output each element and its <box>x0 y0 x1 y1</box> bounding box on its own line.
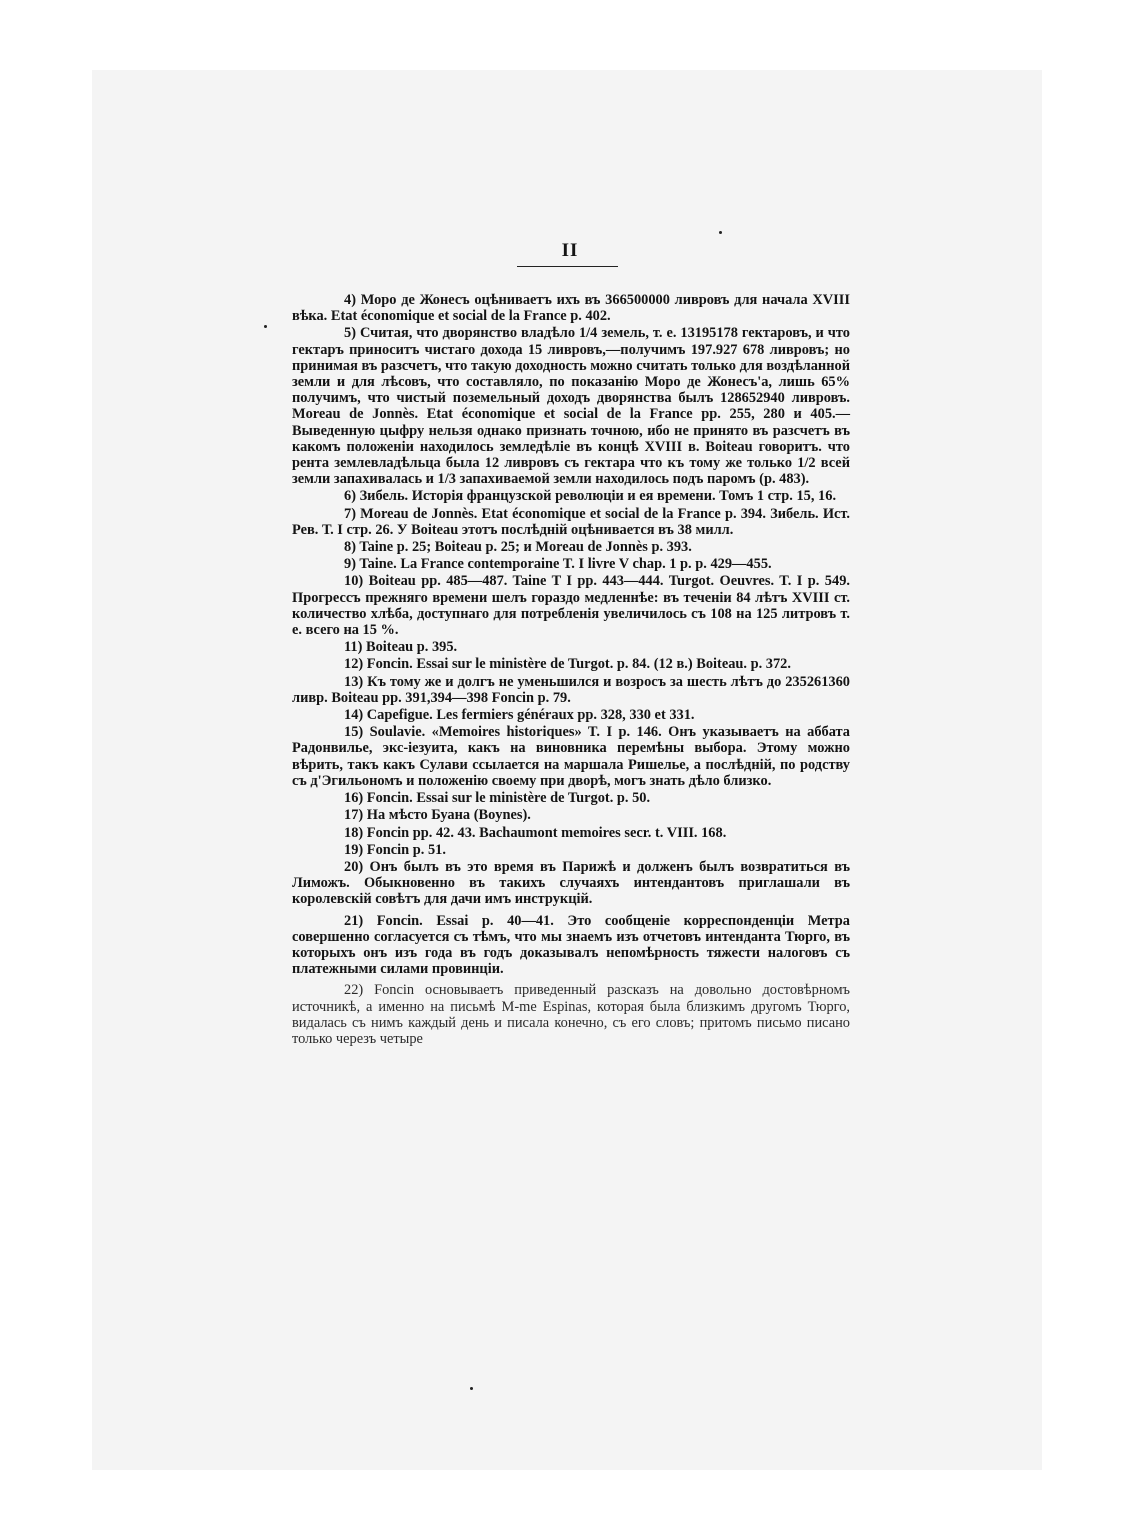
page-number: II <box>561 240 579 261</box>
footnote-7: 7) Moreau de Jonnès. Etat économique et social de la France p. 394. Зибель. Ист. Рев. Т. I стр. 26. У Boiteau этотъ послѣдній оцѣнивается въ 38 милл. <box>292 505 850 538</box>
footnote-6: 6) Зибель. Исторія французской революціи и ея времени. Томъ 1 стр. 15, 16. <box>344 488 837 505</box>
footnote-16: 16) Foncin. Essai sur le ministère de Turgot. p. 50. <box>344 790 651 807</box>
footnote-4: 4) Моро де Жонесъ оцѣниваетъ ихъ въ 366500000 ливровъ для начала XVIII вѣка. Etat économique et social de la France p. 402. <box>292 292 850 325</box>
footnote-9: 9) Taine. La France contemporaine T. I livre V chap. 1 p. p. 429—455. <box>344 556 772 573</box>
footnote-13: 13) Къ тому же и долгъ не уменьшился и возросъ за шесть лѣтъ до 235261360 ливр. Boiteau pp. 391,394—398 Foncin p. 79. <box>292 673 850 706</box>
header-rule <box>517 266 618 267</box>
scan-speck <box>470 1387 473 1390</box>
footnote-19: 19) Foncin p. 51. <box>344 841 446 858</box>
footnote-10: 10) Boiteau pp. 485—487. Taine T I pp. 443—444. Turgot. Oeuvres. T. I p. 549. Прогрессъ прежняго времени шелъ гораздо медленнѣе: въ теченіи 84 лѣтъ XVIII ст. количество хлѣба, доступнаго для потребленія увеличилось съ 108 на 125 литровъ т. е. всего на 15 %. <box>292 573 850 639</box>
footnote-5: 5) Считая, что дворянство владѣло 1/4 земель, т. е. 13195178 гектаровъ, и что гектаръ приноситъ чистаго дохода 15 ливровъ,—получимъ 197.927 678 ливровъ; но принимая въ разсчетъ, что такую доходность можно считать только для воздѣланной земли и для лѣсовъ, что составляло, по показанію Моро де Жонесъ'а, лишь 65% получимъ, что чистый поземельный доходъ дворянства былъ 128652940 ливровъ. Moreau de Jonnès. Etat économique et social de la France pp. 255, 280 и 405.— Выведенную цыфру нельзя однако признать точною, ибо не принято въ разсчетъ въ какомъ положеніи находилось земледѣліе въ концѣ XVIII в. Boiteau говоритъ. что рента землевладѣльца была 12 ливровъ съ гектара что къ тому же только 1/2 всей земли запахивалась и 1/3 запахиваемой земли находилось подъ паромъ (p. 483). <box>292 325 850 488</box>
scan-speck <box>719 231 722 234</box>
footnotes <box>292 292 850 1047</box>
scan-speck <box>264 325 267 328</box>
footnote-8: 8) Taine p. 25; Boiteau p. 25; и Moreau de Jonnès p. 393. <box>344 539 692 556</box>
footnote-22: 22) Foncin основываетъ приведенный разсказъ на довольно достовѣрномъ источникѣ, а именно на письмѣ M-me Espinas, которая была близкимъ другомъ Тюрго, видалась съ нимъ каждый день и писала конечно, съ его словъ; притомъ письмо писано только черезъ четыре <box>292 982 850 1047</box>
footnote-12: 12) Foncin. Essai sur le ministère de Turgot. p. 84. (12 в.) Boiteau. p. 372. <box>344 656 791 673</box>
footnote-11: 11) Boiteau p. 395. <box>344 639 458 656</box>
footnote-18: 18) Foncin pp. 42. 43. Bachaumont memoires secr. t. VIII. 168. <box>344 824 727 841</box>
footnote-20: 20) Онъ былъ въ это время въ Парижѣ и долженъ былъ возвратиться въ Лиможъ. Обыкновенно въ такихъ случаяхъ интендантовъ приглашали въ королевскій совѣтъ для дачи имъ инструкцій. <box>292 858 850 908</box>
footnote-21: 21) Foncin. Essai p. 40—41. Это сообщеніе корреспонденціи Метра совершенно согласуется съ тѣмъ, что мы знаемъ изъ отчетовъ интенданта Тюрго, въ которыхъ онъ изъ года въ годъ доказывалъ непомѣрность тяжести налоговъ съ платежными силами провинціи. <box>292 912 850 978</box>
footnote-17: 17) На мѣсто Буана (Boynes). <box>344 807 531 824</box>
footnote-14: 14) Capefigue. Les fermiers généraux pp. 328, 330 et 331. <box>344 707 695 724</box>
page-header <box>0 240 1140 262</box>
footnote-15: 15) Soulavie. «Memoires historiques» T. I p. 146. Онъ указываетъ на аббата Радонвилье, экс-іезуита, какъ на виновника перемѣны выбора. Этому можно вѣрить, такъ какъ Сулави ссылается на маршала Ришелье, а послѣдній, по родству съ д'Эгильономъ и положенію своему при дворѣ, могъ знать дѣло близко. <box>292 724 850 789</box>
